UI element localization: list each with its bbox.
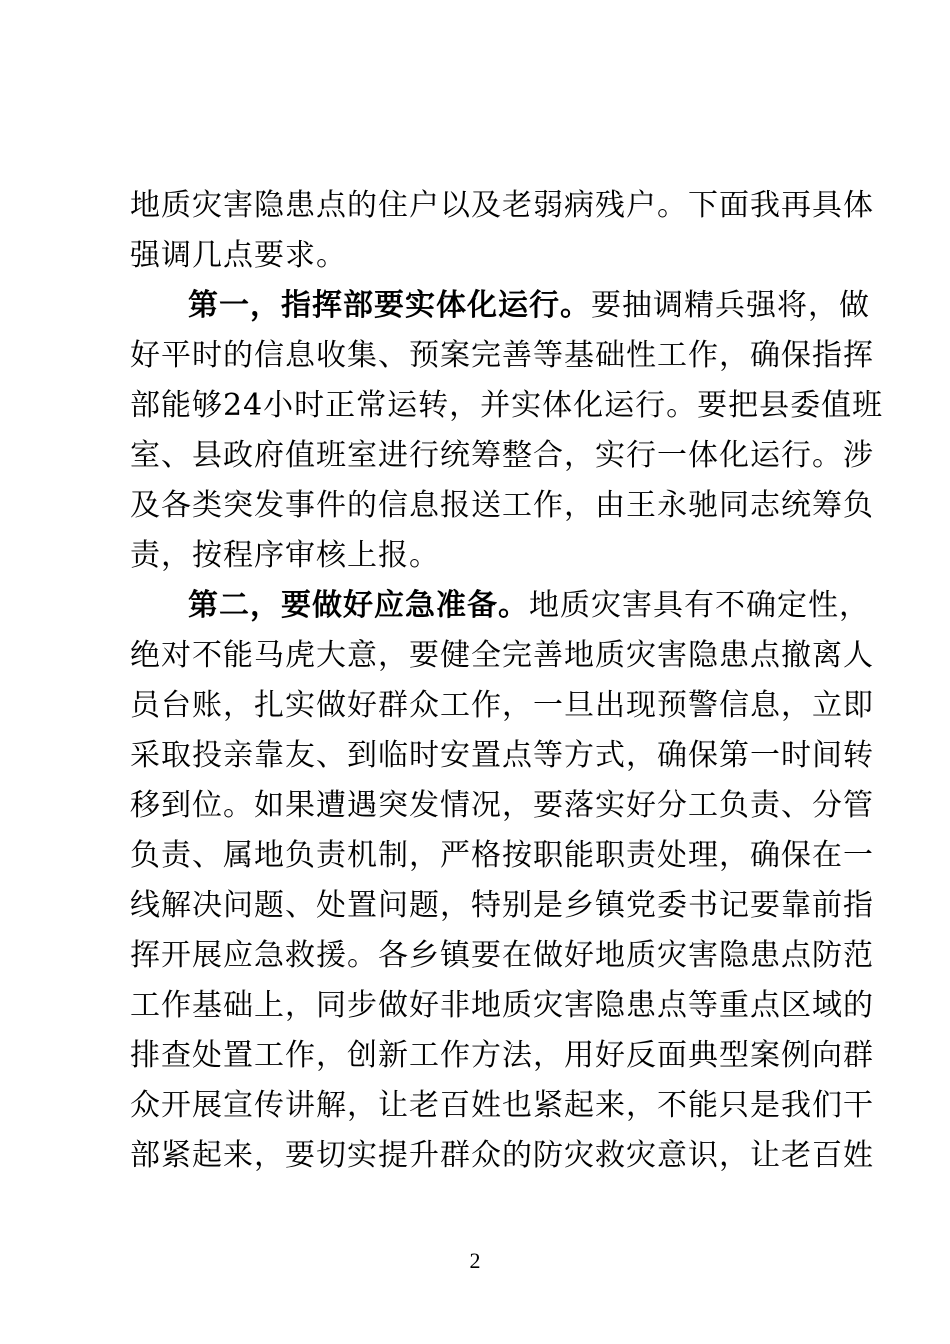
text-line: 地质灾害隐患点的住户以及老弱病残户。下面我再具体 — [130, 188, 874, 223]
text-line: 工作基础上，同步做好非地质灾害隐患点等重点区域的 — [130, 988, 874, 1023]
text-span: 要抽调精兵强将，做 — [591, 288, 870, 323]
text-line: 员台账，扎实做好群众工作，一旦出现预警信息，立即 — [130, 688, 874, 723]
text-line-heading-1 — [188, 286, 870, 326]
section-heading-2: 第二，要做好应急准备。 — [188, 588, 529, 623]
section-heading-1: 第一，指挥部要实体化运行。 — [188, 288, 591, 323]
text-line: 责，按程序审核上报。 — [130, 538, 440, 573]
text-line: 强调几点要求。 — [130, 238, 347, 273]
text-line: 移到位。如果遭遇突发情况，要落实好分工负责、分管 — [130, 788, 874, 823]
text-line: 线解决问题、处置问题，特别是乡镇党委书记要靠前指 — [130, 888, 874, 923]
text-line: 绝对不能马虎大意，要健全完善地质灾害隐患点撤离人 — [130, 638, 874, 673]
text-line: 部紧起来，要切实提升群众的防灾救灾意识，让老百姓 — [130, 1138, 874, 1173]
text-line: 众开展宣传讲解，让老百姓也紧起来，不能只是我们干 — [130, 1088, 874, 1123]
text-line: 好平时的信息收集、预案完善等基础性工作，确保指挥 — [130, 338, 874, 373]
page-number: 2 — [469, 1248, 481, 1273]
text-line-heading-2 — [188, 586, 870, 626]
text-line: 部能够24小时正常运转，并实体化运行。要把县委值班 — [130, 388, 884, 423]
text-line: 挥开展应急救援。各乡镇要在做好地质灾害隐患点防范 — [130, 938, 874, 973]
text-line: 及各类突发事件的信息报送工作，由王永驰同志统筹负 — [130, 488, 874, 523]
text-line: 负责、属地负责机制，严格按职能职责处理，确保在一 — [130, 838, 874, 873]
text-line: 室、县政府值班室进行统筹整合，实行一体化运行。涉 — [130, 438, 874, 473]
text-span: 地质灾害具有不确定性， — [529, 588, 870, 623]
text-line: 采取投亲靠友、到临时安置点等方式，确保第一时间转 — [130, 738, 874, 773]
text-line: 排查处置工作，创新工作方法，用好反面典型案例向群 — [130, 1038, 874, 1073]
